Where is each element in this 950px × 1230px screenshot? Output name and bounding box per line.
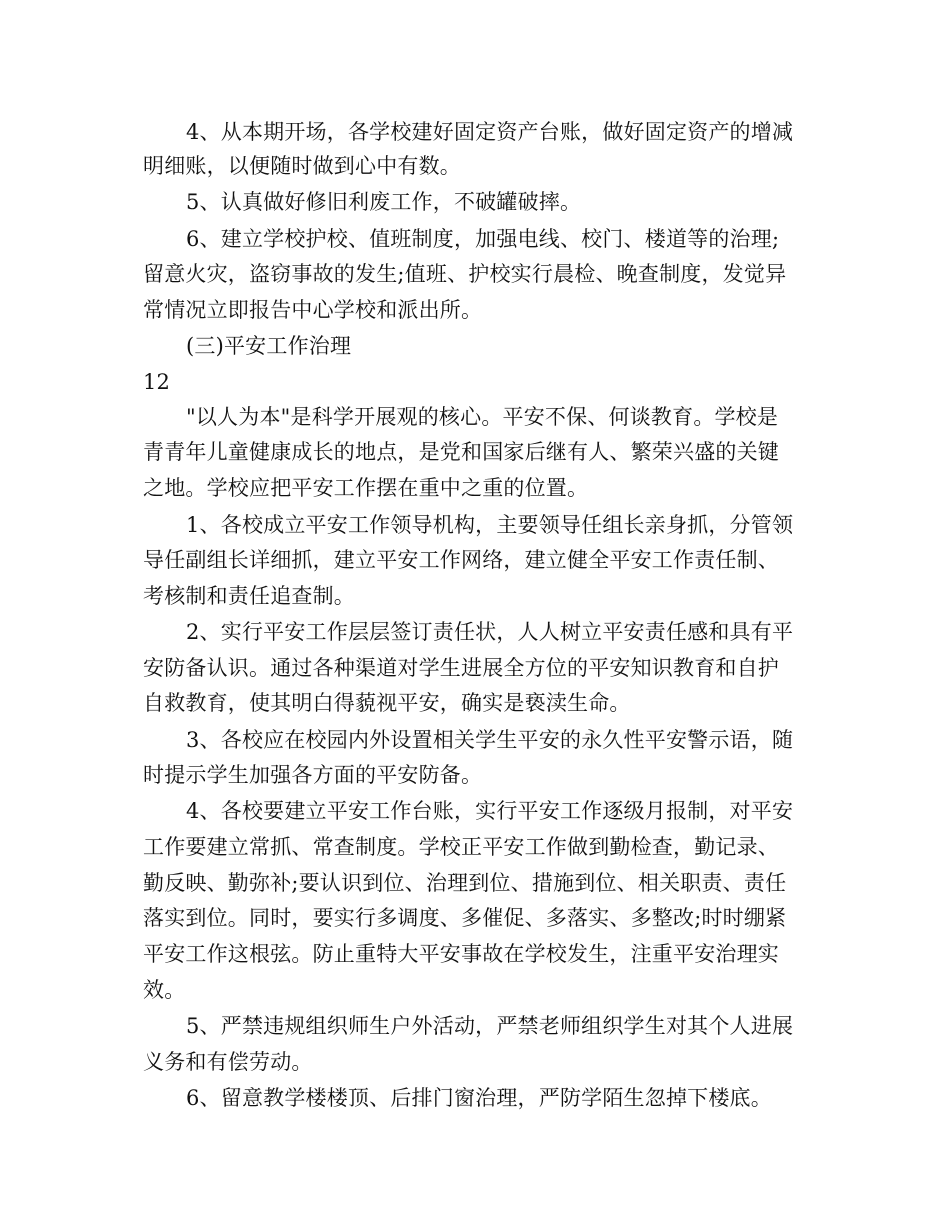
paragraph-line: 之地。学校应把平安工作摆在重中之重的位置。 bbox=[143, 476, 589, 500]
paragraph-line: 明细账，以便随时做到心中有数。 bbox=[143, 154, 461, 178]
paragraph-line: 6、建立学校护校、值班制度，加强电线、校门、楼道等的治理; bbox=[186, 227, 780, 251]
paragraph-line: 勤反映、勤弥补;要认识到位、治理到位、措施到位、相关职责、责任 bbox=[143, 871, 787, 895]
paragraph-line: 4、从本期开场，各学校建好固定资产台账，做好固定资产的增减 bbox=[186, 120, 794, 144]
paragraph-line: 4、各校要建立平安工作台账，实行平安工作逐级月报制，对平安 bbox=[186, 799, 794, 823]
paragraph-line: 青青年儿童健康成长的地点，是党和国家后继有人、繁荣兴盛的关键 bbox=[143, 440, 779, 464]
paragraph-line: 2、实行平安工作层层签订责任状，人人树立平安责任感和具有平 bbox=[186, 620, 794, 644]
paragraph-line: 5、认真做好修旧利废工作，不破罐破摔。 bbox=[186, 190, 582, 214]
paragraph-line: 自救教育，使其明白得藐视平安，确实是亵渎生命。 bbox=[143, 691, 631, 715]
paragraph-line: 3、各校应在校园内外设置相关学生平安的永久性平安警示语，随 bbox=[186, 728, 794, 752]
paragraph-line: 工作要建立常抓、常查制度。学校正平安工作做到勤检查，勤记录、 bbox=[143, 835, 779, 859]
paragraph-line: "以人为本"是科学开展观的核心。平安不保、何谈教育。学校是 bbox=[186, 405, 779, 429]
paragraph-line: 常情况立即报告中心学校和派出所。 bbox=[143, 298, 483, 322]
paragraph-line: 时提示学生加强各方面的平安防备。 bbox=[143, 763, 483, 787]
paragraph-line: 留意火灾，盗窃事故的发生;值班、护校实行晨检、晚查制度，发觉异 bbox=[143, 262, 787, 286]
paragraph-line: 效。 bbox=[143, 978, 186, 1002]
paragraph-line: 落实到位。同时，要实行多调度、多催促、多落实、多整改;时时绷紧 bbox=[143, 906, 787, 930]
paragraph-line: 导任副组长详细抓，建立平安工作网络，建立健全平安工作责任制、 bbox=[143, 548, 779, 572]
section-heading: (三)平安工作治理 bbox=[186, 334, 352, 358]
paragraph-line: 6、留意教学楼楼顶、后排门窗治理，严防学陌生忽掉下楼底。 bbox=[186, 1086, 772, 1110]
paragraph-line: 考核制和责任追查制。 bbox=[143, 584, 355, 608]
page-number: 12 bbox=[143, 370, 171, 394]
paragraph-line: 义务和有偿劳动。 bbox=[143, 1050, 313, 1074]
paragraph-line: 平安工作这根弦。防止重特大平安事故在学校发生，注重平安治理实 bbox=[143, 942, 779, 966]
paragraph-line: 5、严禁违规组织师生户外活动，严禁老师组织学生对其个人进展 bbox=[186, 1014, 794, 1038]
paragraph-line: 安防备认识。通过各种渠道对学生进展全方位的平安知识教育和自护 bbox=[143, 656, 779, 680]
paragraph-line: 1、各校成立平安工作领导机构，主要领导任组长亲身抓，分管领 bbox=[186, 513, 794, 537]
